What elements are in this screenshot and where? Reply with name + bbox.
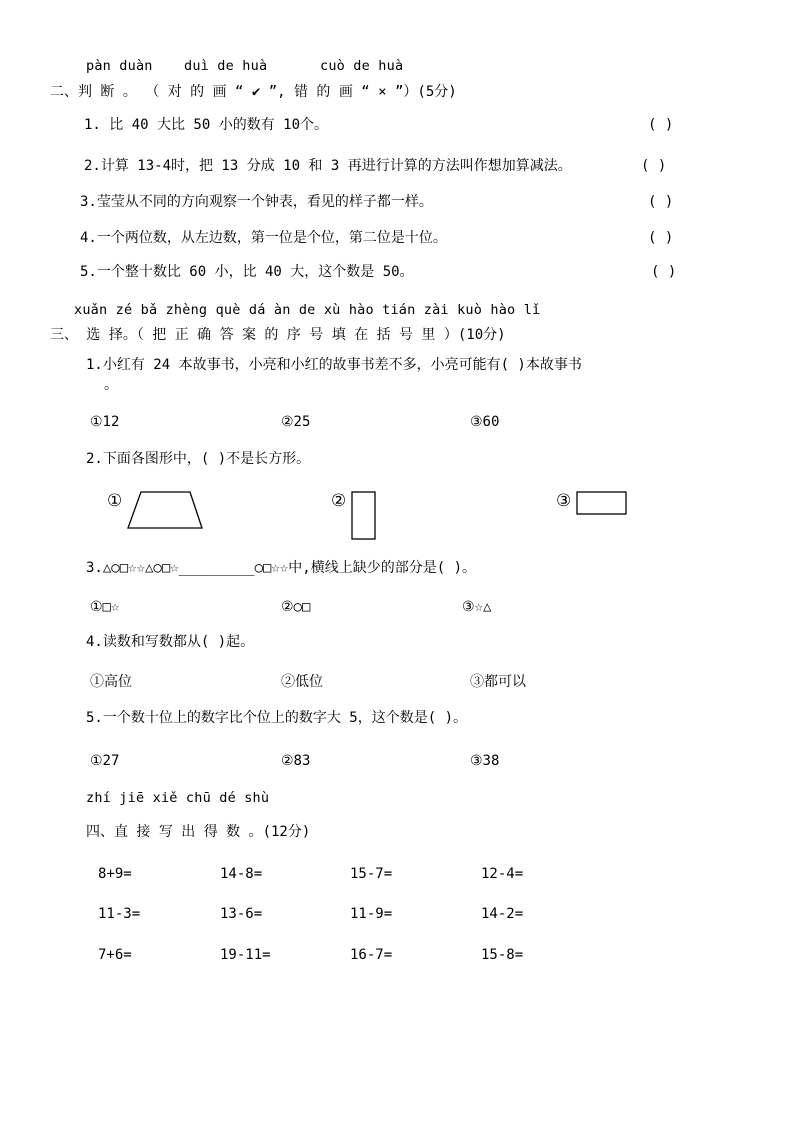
judge-item-4: 4.一个两位数，从左边数，第一位是个位，第二位是十位。 (80, 230, 447, 246)
calc-item[interactable]: 13-6= (220, 906, 263, 922)
pinyin-cuo-de-hua: cuò de huà (320, 58, 404, 74)
calc-item[interactable]: 14-8= (220, 866, 263, 882)
choice-q5-option-1[interactable]: ①27 (90, 753, 120, 769)
calc-item[interactable]: 11-9= (350, 906, 393, 922)
choice-q1-option-3[interactable]: ③60 (470, 414, 500, 430)
judge-item-4-answer[interactable]: ( ) (648, 230, 674, 246)
choice-q5: 5.一个数十位上的数字比个位上的数字大 5，这个数是( )。 (86, 710, 467, 726)
choice-q1-option-2[interactable]: ②25 (281, 414, 311, 430)
pinyin-pan-duan: pàn duàn (86, 58, 153, 74)
choice-q4-option-2[interactable]: ②低位 (281, 674, 323, 690)
judge-item-3: 3.莹莹从不同的方向观察一个钟表，看见的样子都一样。 (80, 194, 433, 210)
judge-item-5: 5.一个整十数比 60 小，比 40 大，这个数是 50。 (80, 264, 414, 280)
choice-q4: 4.读数和写数都从( )起。 (86, 634, 255, 650)
choice-q2-label-1[interactable]: ① (107, 491, 123, 511)
pinyin-dui-de-hua: duì de huà (184, 58, 268, 74)
choice-q3-option-1[interactable]: ①□☆ (90, 599, 120, 615)
choice-q1-cont: 。 (104, 377, 118, 393)
section2-heading: 二、判 断 。 （ 对 的 画 “ ✔ ”, 错 的 画 “ × ”）(5分) (50, 84, 457, 100)
judge-item-3-answer[interactable]: ( ) (648, 194, 674, 210)
section3-pinyin: xuǎn zé bǎ zhèng què dá àn de xù hào tián zài kuò hào lǐ (74, 302, 541, 318)
choice-q3: 3.△○□☆☆△○□☆_________○□☆☆中,横线上缺少的部分是( )。 (86, 560, 477, 576)
calc-item[interactable]: 15-7= (350, 866, 393, 882)
calc-item[interactable]: 11-3= (98, 906, 141, 922)
choice-q5-option-2[interactable]: ②83 (281, 753, 311, 769)
calc-item[interactable]: 8+9= (98, 866, 132, 882)
judge-item-1: 1. 比 40 大比 50 小的数有 10个。 (84, 117, 329, 133)
choice-q1: 1.小红有 24 本故事书，小亮和小红的故事书差不多，小亮可能有( )本故事书 (86, 357, 582, 373)
choice-q3-option-2[interactable]: ②○□ (281, 599, 311, 615)
choice-q2-label-3[interactable]: ③ (556, 491, 572, 511)
section4-pinyin: zhí jiē xiě chū dé shù (86, 790, 270, 806)
trapezoid-shape (126, 491, 204, 529)
judge-item-1-answer[interactable]: ( ) (648, 117, 674, 133)
calc-item[interactable]: 7+6= (98, 947, 132, 963)
calc-item[interactable]: 19-11= (220, 947, 271, 963)
tall-rectangle-shape (351, 491, 377, 541)
calc-item[interactable]: 16-7= (350, 947, 393, 963)
choice-q4-option-3[interactable]: ③都可以 (470, 674, 526, 690)
judge-item-2-answer[interactable]: ( ) (641, 158, 667, 174)
choice-q5-option-3[interactable]: ③38 (470, 753, 500, 769)
judge-item-2: 2.计算 13-4时，把 13 分成 10 和 3 再进行计算的方法叫作想加算减法。 (84, 158, 572, 174)
choice-q2: 2.下面各图形中，( )不是长方形。 (86, 451, 311, 467)
choice-q3-option-3[interactable]: ③☆△ (462, 599, 492, 615)
calc-item[interactable]: 14-2= (481, 906, 524, 922)
choice-q4-option-1[interactable]: ①高位 (90, 674, 132, 690)
section4-heading: 四、直 接 写 出 得 数 。(12分) (86, 824, 311, 840)
wide-rectangle-shape (576, 491, 628, 516)
choice-q1-option-1[interactable]: ①12 (90, 414, 120, 430)
choice-q2-label-2[interactable]: ② (331, 491, 347, 511)
calc-item[interactable]: 12-4= (481, 866, 524, 882)
calc-item[interactable]: 15-8= (481, 947, 524, 963)
judge-item-5-answer[interactable]: ( ) (651, 264, 677, 280)
section3-heading: 三、 选 择。（ 把 正 确 答 案 的 序 号 填 在 括 号 里 ）(10分) (50, 327, 506, 343)
